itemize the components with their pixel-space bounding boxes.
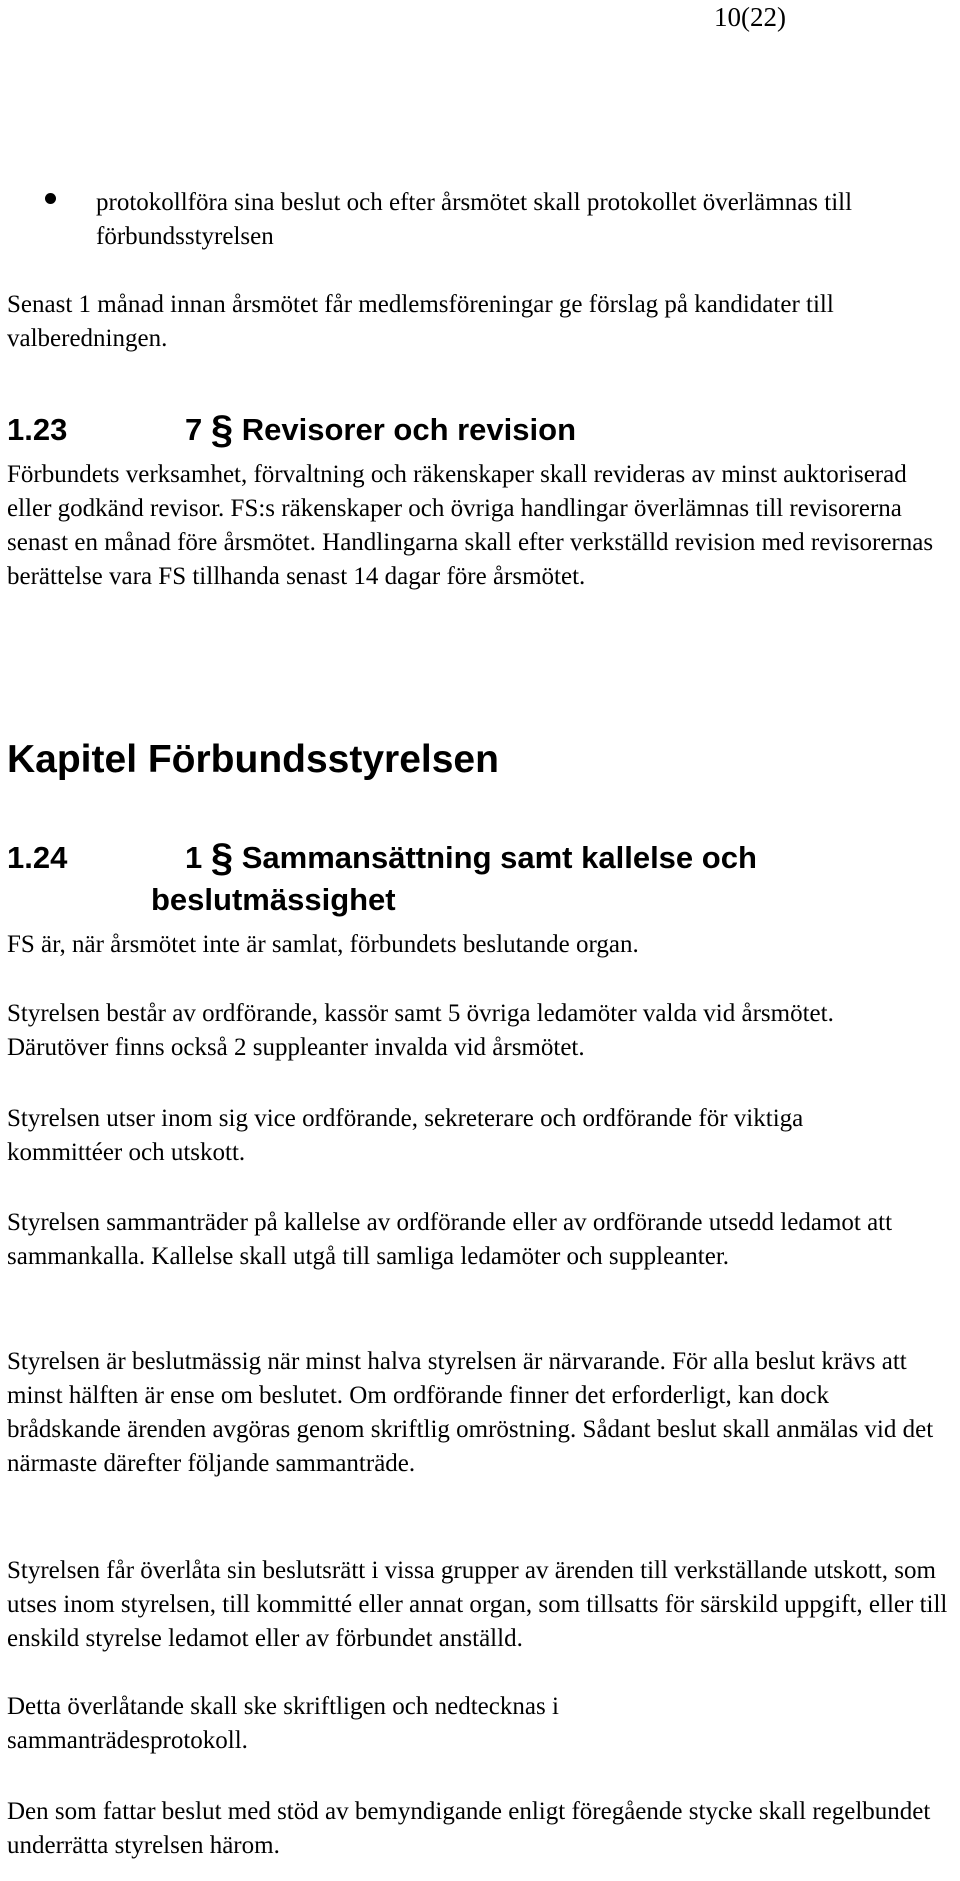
page-number: 10(22) (714, 2, 786, 32)
paragraph-reporting: Den som fattar beslut med stöd av bemyndigande enligt föregående stycke skall regelbundet underrätta styrelsen härom. (7, 1798, 931, 1859)
chapter-title: Kapitel Förbundsstyrelsen (7, 738, 499, 781)
paragraph-meetings: Styrelsen sammanträder på kallelse av ordförande eller av ordförande utsedd ledamot att sammankalla. Kallelse skall utgå till samliga ledamöter och suppleanter. (7, 1209, 893, 1270)
paragraph-board-roles: Styrelsen utser inom sig vice ordförande, sekreterare och ordförande för viktiga kommittéer och utskott. (7, 1105, 804, 1166)
section-sign: § (210, 408, 234, 452)
paragraph-delegation: Styrelsen får överlåta sin beslutsrätt i vissa grupper av ärenden till verkställande utskott, som utses inom styrelsen, till kommitté eller annat organ, som tillsatts för särskild uppgift, eller till enskild styrelse ledamot eller av förbundet anställd. (7, 1557, 948, 1652)
section-heading-revision (7, 410, 576, 450)
paragraph-delegation-record: Detta överlåtande skall ske skriftligen och nedtecknas i sammanträdesprotokoll. (7, 1693, 559, 1754)
bullet-item: protokollföra sina beslut och efter årsmötet skall protokollet överlämnas till förbundsstyrelsen (96, 189, 853, 250)
paragraph-quorum: Styrelsen är beslutmässig när minst halva styrelsen är närvarande. För alla beslut krävs att minst hälften är ense om beslutet. Om ordförande finner det erforderligt, kan dock brådskande ärenden avgöras genom skriftlig omröstning. Sådant beslut skall anmälas vid det närmaste därefter följande sammanträde. (7, 1348, 934, 1477)
bullet-icon (45, 193, 56, 204)
section-number: 1.23 (7, 412, 68, 447)
section-sign: § (210, 836, 234, 880)
section-number: 1.24 (7, 840, 68, 875)
paragraph-revision: Förbundets verksamhet, förvaltning och räkenskaper skall revideras av minst auktoriserad eller godkänd revisor. FS:s räkenskaper och övriga handlingar överlämnas till revisorerna senast en månad före årsmötet. Handlingarna skall efter verkställd revision med revisorernas berättelse vara FS tillhanda senast 14 dagar före årsmötet. (7, 461, 934, 590)
section-title: Revisorer och revision (241, 412, 576, 447)
section-heading-composition (7, 838, 757, 878)
section-title-line1: Sammansättning samt kallelse och (241, 840, 757, 875)
paragraph-decisive-organ: FS är, när årsmötet inte är samlat, förbundets beslutande organ. (7, 931, 639, 958)
paragraph-nominations: Senast 1 månad innan årsmötet får medlemsföreningar ge förslag på kandidater till valberedningen. (7, 291, 834, 352)
paragraph-number: 7 (185, 412, 203, 447)
section-title-line2: beslutmässighet (151, 882, 396, 917)
paragraph-board-composition: Styrelsen består av ordförande, kassör samt 5 övriga ledamöter valda vid årsmötet. Därutöver finns också 2 suppleanter invalda vid årsmötet. (7, 1000, 834, 1061)
paragraph-number: 1 (185, 840, 203, 875)
